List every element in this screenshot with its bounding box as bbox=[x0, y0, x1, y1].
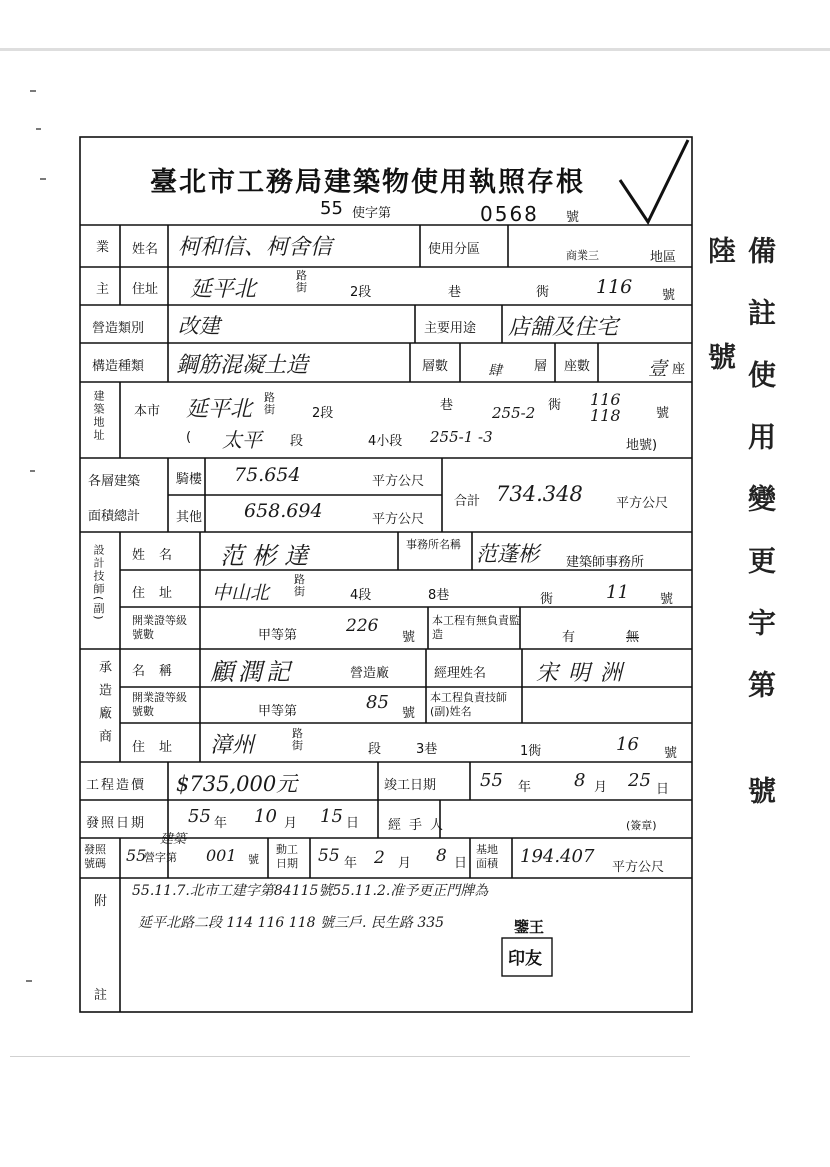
owner-label-2: 主 bbox=[96, 282, 110, 297]
designer-group-label: 設計技師(副) bbox=[92, 544, 105, 622]
owner-address-street: 延平北 bbox=[190, 277, 257, 302]
designer-number-suffix: 號 bbox=[660, 592, 674, 607]
check-mark bbox=[620, 140, 688, 222]
buildings-value: 壹 bbox=[648, 358, 668, 380]
start-year-suffix: 年 bbox=[344, 856, 358, 871]
start-day: 8 bbox=[436, 846, 447, 866]
contractor-group-label: 承造廠商 bbox=[96, 660, 111, 752]
owner-address-label: 住址 bbox=[132, 282, 159, 297]
owner-label-1: 業 bbox=[96, 240, 110, 255]
designer-section: 4段 bbox=[350, 588, 372, 603]
number-year: 55 bbox=[320, 198, 343, 219]
owner-section: 2段 bbox=[350, 285, 372, 300]
floors-suffix: 層 bbox=[534, 359, 548, 374]
start-day-suffix: 日 bbox=[454, 856, 468, 871]
supervisor-yes: 有 bbox=[562, 630, 576, 645]
site-road-street: 路街 bbox=[264, 391, 275, 416]
owner-alley: 衖 bbox=[536, 285, 550, 300]
designer-name-value: 范彬達 bbox=[220, 542, 316, 570]
owner-number-suffix: 號 bbox=[662, 288, 676, 303]
site-lot-suffix: 地號) bbox=[626, 438, 658, 453]
permit-year: 55 bbox=[126, 846, 147, 865]
designer-number: 11 bbox=[606, 582, 629, 603]
designer-lane: 8巷 bbox=[428, 588, 450, 603]
site-district-suffix: 段 bbox=[290, 434, 304, 449]
designer-license-label: 開業證等級號數 bbox=[132, 614, 187, 641]
area-label-1: 各層建築 bbox=[88, 474, 141, 489]
contractor-section: 段 bbox=[368, 742, 382, 757]
site-area-value: 194.407 bbox=[520, 846, 595, 867]
contractor-address-label: 住址 bbox=[132, 740, 187, 755]
designer-address-label: 住址 bbox=[132, 586, 187, 601]
use-zone-label: 使用分區 bbox=[428, 242, 481, 257]
issue-label: 發照日期 bbox=[86, 816, 147, 831]
site-alley: 衖 bbox=[548, 398, 562, 413]
owner-lane: 巷 bbox=[448, 285, 462, 300]
number-word: 使字第 bbox=[352, 206, 392, 221]
start-label: 動工日期 bbox=[276, 843, 298, 870]
site-city: 本市 bbox=[134, 404, 161, 419]
owner-name-label: 姓名 bbox=[132, 242, 159, 257]
buildings-suffix: 座 bbox=[672, 362, 686, 377]
form-title: 臺北市工務局建築物使用執照存根 bbox=[150, 167, 585, 198]
stamp-bottom: 印友 bbox=[508, 949, 542, 969]
designer-office-suffix: 建築師事務所 bbox=[566, 555, 645, 570]
main-use-value: 店舖及住宅 bbox=[508, 315, 619, 340]
site-area-unit: 平方公尺 bbox=[612, 860, 665, 875]
use-zone-value: 商業三 bbox=[566, 249, 599, 262]
site-subsection: 4小段 bbox=[368, 434, 403, 449]
site-group-label: 建築地址 bbox=[92, 390, 105, 442]
designer-name-label: 姓名 bbox=[132, 548, 187, 563]
contractor-name-suffix: 營造廠 bbox=[350, 666, 390, 681]
site-number-suffix: 號 bbox=[656, 406, 670, 421]
owner-name-value: 柯和信、柯舍信 bbox=[178, 235, 333, 260]
start-year: 55 bbox=[318, 846, 340, 866]
designer-address-road: 中山北 bbox=[212, 582, 270, 604]
contractor-license-number: 85 bbox=[366, 692, 389, 713]
issue-day: 15 bbox=[320, 806, 343, 827]
site-lane: 巷 bbox=[440, 398, 454, 413]
number-value: 0568 bbox=[480, 202, 539, 226]
contractor-road-street: 路街 bbox=[292, 727, 303, 752]
owner-number: 116 bbox=[596, 276, 633, 298]
site-road: 延平北 bbox=[186, 397, 253, 422]
contractor-license-grade: 甲等第 bbox=[258, 704, 298, 719]
floors-label: 層數 bbox=[422, 359, 449, 374]
designer-road-street: 路街 bbox=[294, 573, 305, 598]
site-lane-values: 255-2 bbox=[492, 404, 536, 422]
supervisor-no: 無 bbox=[626, 630, 640, 645]
completion-label: 竣工日期 bbox=[384, 778, 437, 793]
site-lot-values: 255-1 -3 bbox=[430, 428, 493, 446]
site-paren-open: ( bbox=[186, 430, 192, 445]
handler-label: 經手人 bbox=[388, 818, 452, 833]
contractor-lane: 3巷 bbox=[416, 742, 438, 757]
designer-office-value: 范蓬彬 bbox=[476, 542, 539, 566]
designer-license-number: 226 bbox=[346, 616, 379, 636]
other-unit: 平方公尺 bbox=[372, 512, 425, 527]
completion-month-suffix: 月 bbox=[594, 780, 608, 795]
remarks-line-1: 55.11.7.北市工建字第84115號55.11.2.准予更正門牌為 bbox=[132, 883, 489, 899]
designer-alley: 衖 bbox=[540, 592, 554, 607]
issue-month-suffix: 月 bbox=[284, 816, 298, 831]
completion-year: 55 bbox=[480, 770, 503, 791]
designer-office-label: 事務所名稱 bbox=[406, 538, 461, 551]
floors-value: 肆 bbox=[488, 363, 502, 379]
construction-type-value: 改建 bbox=[178, 314, 220, 338]
other-value: 658.694 bbox=[244, 500, 323, 522]
remarks-label-1: 附 bbox=[94, 894, 108, 909]
manager-label: 經理姓名 bbox=[434, 666, 487, 681]
site-area-label: 基地面積 bbox=[476, 843, 498, 870]
designer-license-suffix: 號 bbox=[402, 630, 416, 645]
permit-overwrite: 建築 bbox=[160, 832, 187, 847]
permit-suffix: 號 bbox=[248, 853, 259, 866]
permit-number: 001 bbox=[206, 846, 237, 865]
supervisor-label: 本工程有無負責監造 bbox=[432, 614, 520, 641]
completion-day-suffix: 日 bbox=[656, 782, 670, 797]
contractor-number-suffix: 號 bbox=[664, 746, 678, 761]
start-month-suffix: 月 bbox=[398, 856, 412, 871]
site-district: 太平 bbox=[222, 428, 262, 452]
issue-day-suffix: 日 bbox=[346, 816, 360, 831]
designer-license-grade: 甲等第 bbox=[258, 628, 298, 643]
contractor-number: 16 bbox=[616, 734, 639, 755]
completion-month: 8 bbox=[574, 770, 586, 791]
start-month: 2 bbox=[374, 848, 385, 868]
issue-month: 10 bbox=[254, 806, 277, 827]
site-number-values: 116 118 bbox=[590, 390, 621, 425]
right-margin-column: 備註使用變更宇第 號 陸 號 bbox=[704, 236, 777, 838]
completion-year-suffix: 年 bbox=[518, 780, 532, 795]
engineer-label: 本工程負責技師(副)姓名 bbox=[430, 691, 507, 718]
handler-sign: (簽章) bbox=[626, 819, 657, 832]
issue-year-suffix: 年 bbox=[214, 816, 228, 831]
completion-day: 25 bbox=[628, 770, 651, 791]
main-use-label: 主要用途 bbox=[424, 321, 477, 336]
use-zone-suffix: 地區 bbox=[650, 250, 677, 265]
number-suffix: 號 bbox=[566, 210, 580, 225]
permit-word: 營字第 bbox=[144, 851, 177, 864]
contractor-name-label: 名稱 bbox=[132, 664, 187, 679]
contractor-license-suffix: 號 bbox=[402, 706, 416, 721]
arcade-label: 騎樓 bbox=[176, 472, 203, 487]
arcade-value: 75.654 bbox=[234, 464, 301, 486]
contractor-license-label: 開業證等級號數 bbox=[132, 691, 187, 718]
owner-road-street: 路街 bbox=[296, 269, 307, 294]
total-value: 734.348 bbox=[496, 482, 583, 506]
buildings-label: 座數 bbox=[564, 359, 591, 374]
cost-value: $735,000元 bbox=[176, 772, 298, 796]
area-label-2: 面積總計 bbox=[88, 509, 141, 524]
remarks-label-2: 註 bbox=[94, 988, 108, 1003]
stamp-top: 鑒王 bbox=[514, 918, 545, 936]
permit-label: 發照號碼 bbox=[84, 843, 106, 870]
total-unit: 平方公尺 bbox=[616, 496, 669, 511]
issue-year: 55 bbox=[188, 806, 211, 827]
arcade-unit: 平方公尺 bbox=[372, 474, 425, 489]
manager-value: 宋明洲 bbox=[536, 661, 633, 686]
structure-value: 鋼筋混凝土造 bbox=[176, 353, 309, 378]
contractor-address-road: 漳州 bbox=[210, 733, 255, 758]
contractor-name-value: 顧潤記 bbox=[210, 658, 294, 686]
other-label: 其他 bbox=[176, 510, 203, 525]
structure-label: 構造種類 bbox=[92, 359, 145, 374]
site-section: 2段 bbox=[312, 406, 334, 421]
construction-type-label: 營造類別 bbox=[92, 321, 145, 336]
total-label: 合計 bbox=[454, 494, 481, 509]
cost-label: 工程造價 bbox=[86, 778, 147, 793]
contractor-alley: 1衖 bbox=[520, 744, 542, 759]
remarks-line-2: 延平北路二段 114 116 118 號三戶. 民生路 335 bbox=[138, 915, 445, 931]
